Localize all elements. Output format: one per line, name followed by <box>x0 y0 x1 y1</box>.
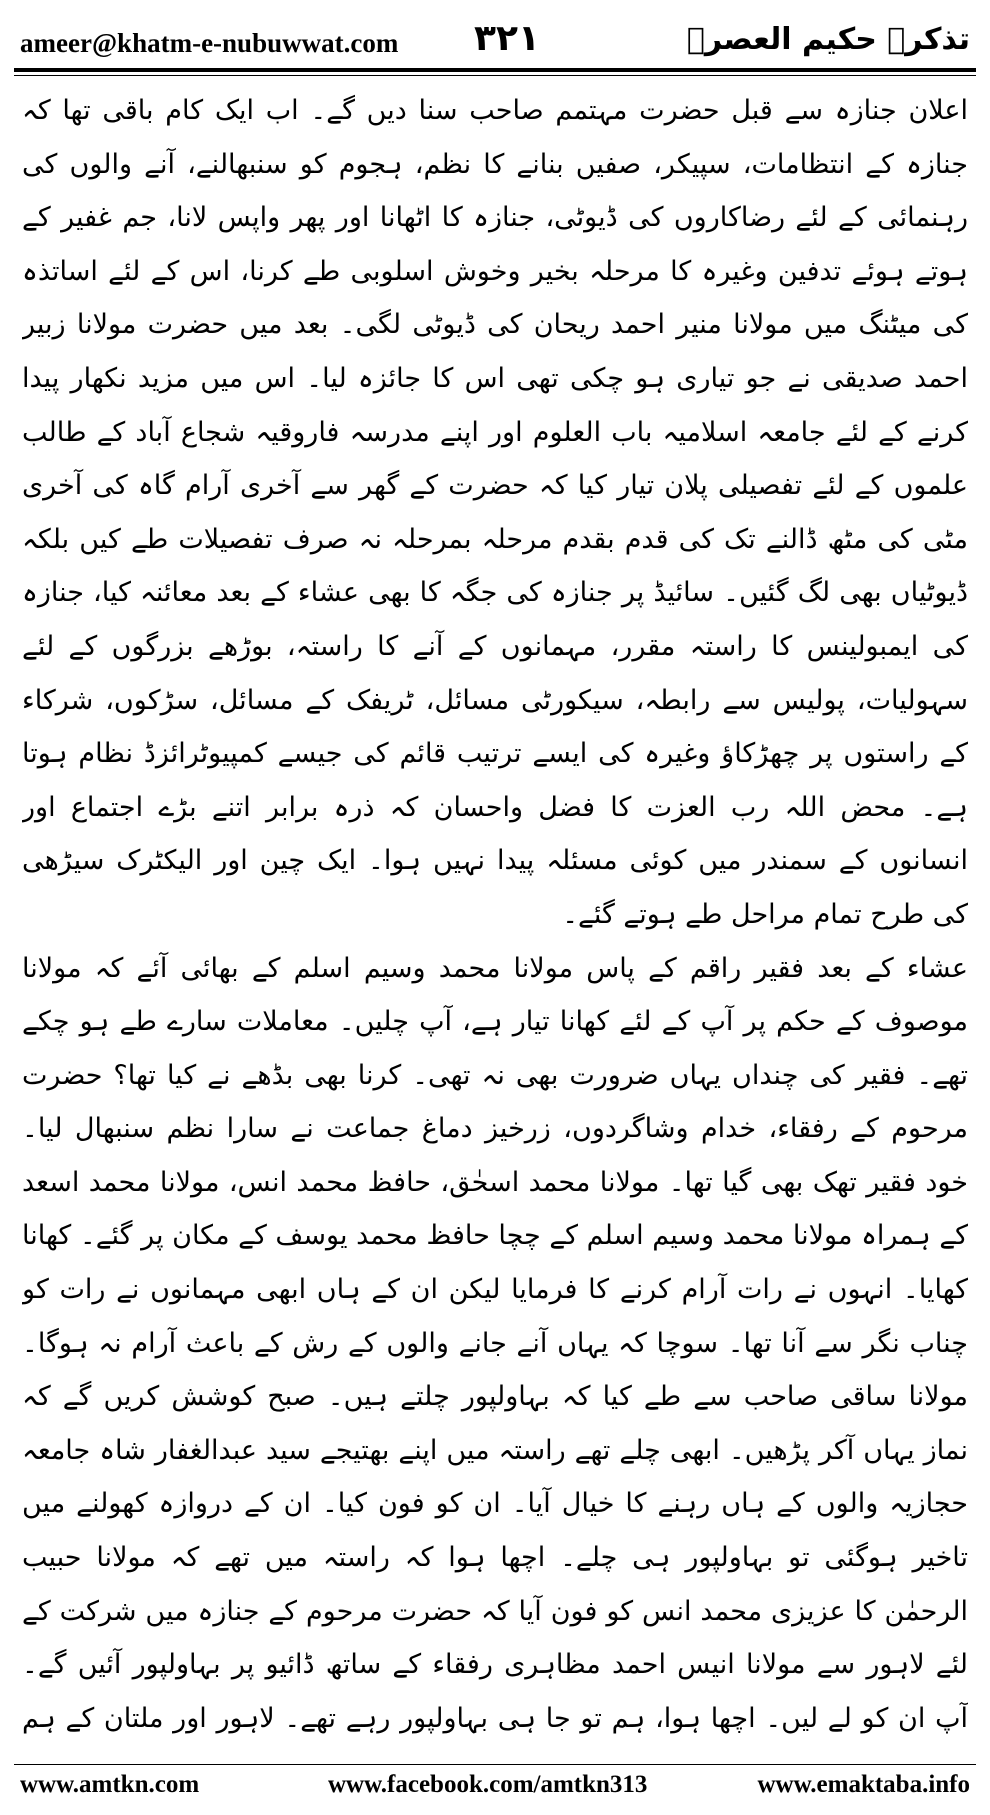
footer-link-facebook[interactable]: www.facebook.com/amtkn313 <box>328 1771 648 1798</box>
page-header <box>14 14 976 66</box>
footer-link-amtkn[interactable]: www.amtkn.com <box>20 1771 200 1798</box>
header-email: ameer@khatm-e-nubuwwat.com <box>20 28 399 58</box>
paragraph-2: عشاء کے بعد فقیر راقم کے پاس مولانا محمد وسیم اسلم کے بھائی آئے کہ مولانا موصوف کے حکم پر آپ کے لئے کھانا تیار ہے، آپ چلیں۔ معاملات سارے طے ہو چکے تھے۔ فقیر کی چنداں یہاں ضرورت بھی نہ تھی۔ کرنا بھی بڈھے نے کیا تھا؟ حضرت مرحوم کے رفقاء، خدام وشاگردوں، زرخیز دماغ جماعت نے سارا نظم سنبھال لیا۔ خود فقیر تھک بھی گیا تھا۔ مولانا محمد اسحٰق، حافظ محمد انس، مولانا محمد اسعد کے ہمراہ مولانا محمد وسیم اسلم کے چچا حافظ محمد یوسف کے مکان پر گئے۔ کھانا کھایا۔ انہوں نے رات آرام کرنے کا فرمایا لیکن ان کے ہاں ابھی مہمانوں نے رات کو چناب نگر سے آنا تھا۔ سوچا کہ یہاں آنے جانے والوں کے رش کے باعث آرام نہ ہوگا۔ مولانا ساقی صاحب سے طے کیا کہ بہاولپور چلتے ہیں۔ صبح کوشش کریں گے کہ نماز یہاں آکر پڑھیں۔ ابھی چلے تھے راستہ میں اپنے بھتیجے سید عبدالغفار شاہ جامعہ حجازیہ والوں کے ہاں رہنے کا خیال آیا۔ ان کو فون کیا۔ ان کے دروازہ کھولنے میں تاخیر ہوگئی تو بہاولپور ہی چلے۔ اچھا ہوا کہ راستہ میں تھے کہ مولانا حبیب الرحمٰن کا عزیزی محمد انس کو فون آیا کہ حضرت مرحوم کے جنازہ میں شرکت کے لئے لاہور سے مولانا انیس احمد مظاہری رفقاء کے ساتھ ڈائیو پر بہاولپور آئیں گے۔ آپ ان کو لے لیں۔ اچھا ہوا، ہم تو جا ہی بہاولپور رہے تھے۔ لاہور اور ملتان کے ہم <box>22 952 968 1734</box>
body-text <box>22 84 968 1743</box>
paragraph-1: اعلان جنازہ سے قبل حضرت مہتمم صاحب سنا دیں گے۔ اب ایک کام باقی تھا کہ جنازہ کے انتظامات، سپیکر، صفیں بنانے کا نظم، ہجوم کو سنبھالنے، آنے والوں کی رہنمائی کے لئے رضاکاروں کی ڈیوٹی، جنازہ کا اٹھانا اور پھر واپس لانا، جم غفیر کے ہوتے ہوئے تدفین وغیرہ کا مرحلہ بخیر وخوش اسلوبی طے کرنا، اس کے لئے اساتذہ کی میٹنگ میں مولانا منیر احمد ریحان کی ڈیوٹی لگی۔ بعد میں حضرت مولانا زبیر احمد صدیقی نے جو تیاری ہو چکی تھی اس کا جائزہ لیا۔ اس میں مزید نکھار پیدا کرنے کے لئے جامعہ اسلامیہ باب العلوم اور اپنے مدرسہ فاروقیہ شجاع آباد کے طالب علموں کے لئے تفصیلی پلان تیار کیا کہ حضرت کے گھر سے آخری آرام گاہ کی آخری مٹی کی مٹھ ڈالنے تک کی قدم بقدم مرحلہ بمرحلہ نہ صرف تفصیلات طے کیں بلکہ ڈیوٹیاں بھی لگ گئیں۔ سائیڈ پر جنازہ کی جگہ کا بھی عشاء کے بعد معائنہ کیا، جنازہ کی ایمبولینس کا راستہ مقرر، مہمانوں کے آنے کا راستہ، بوڑھے بزرگوں کے لئے سہولیات، پولیس سے رابطہ، سیکورٹی مسائل، ٹریفک کے مسائل، سڑکوں، شرکاء کے راستوں پر چھڑکاؤ وغیرہ کی ایسے ترتیب قائم کی جیسے کمپیوٹرائزڈ نظام ہوتا ہے۔ محض اللہ رب العزت کا فضل واحسان کہ ذرہ برابر اتنے بڑے اجتماع اور انسانوں کے سمندر میں کوئی مسئلہ پیدا نہیں ہوا۔ ایک چین اور الیکٹرک سیڑھی کی طرح تمام مراحل طے ہوتے گئے۔ <box>22 95 968 930</box>
footer-link-emaktaba[interactable]: www.emaktaba.info <box>757 1771 970 1798</box>
page-number: ۳۲۱ <box>474 18 540 59</box>
page-footer <box>14 1771 976 1803</box>
header-rule-thin <box>14 75 976 76</box>
header-rule-thick <box>14 68 976 72</box>
footer-rule <box>14 1764 976 1765</box>
book-title: تذکرہ حکیم العصرؒ <box>686 22 970 57</box>
